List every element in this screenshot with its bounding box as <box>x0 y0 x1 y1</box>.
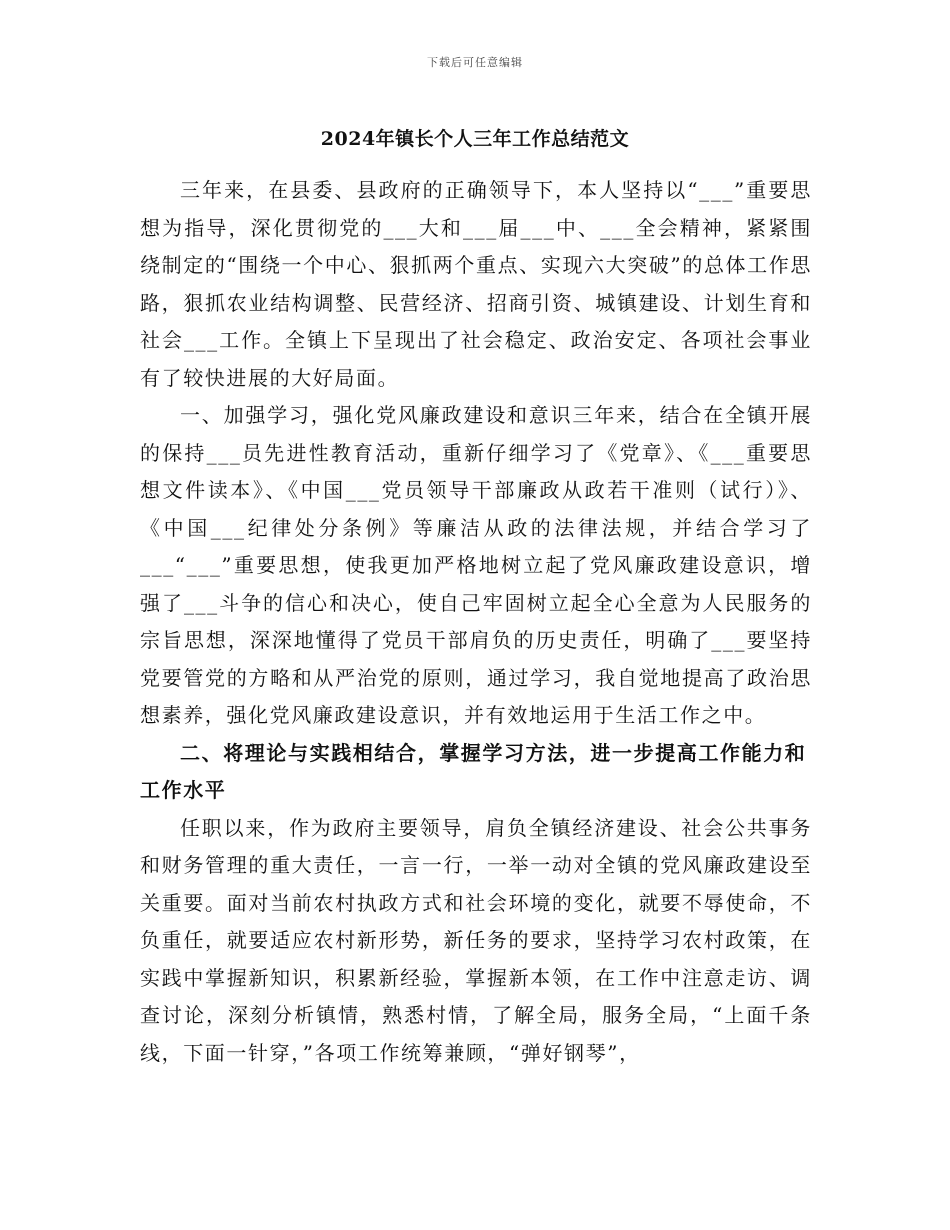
document-title: 2024年镇长个人三年工作总结范文 <box>320 128 630 150</box>
paragraph-intro: 三年来，在县委、县政府的正确领导下，本人坚持以“___”重要思想为指导，深化贯彻党的___大和___届___中、___全会精神，紧紧围绕制定的“围绕一个中心、狠抓两个重点、实现六大突破”的总体工作思路，狠抓农业结构调整、民营经济、招商引资、城镇建设、计划生育和社会___工作。全镇上下呈现出了社会稳定、政治安定、各项社会事业有了较快进展的大好局面。 <box>140 178 812 390</box>
header-note: 下载后可任意编辑 <box>427 56 523 69</box>
section-heading-two: 二、将理论与实践相结合，掌握学习方法，进一步提高工作能力和工作水平 <box>140 740 807 802</box>
paragraph-section-two: 任职以来，作为政府主要领导，肩负全镇经济建设、社会公共事务和财务管理的重大责任，一言一行，一举一动对全镇的党风廉政建设至关重要。面对当前农村执政方式和社会环境的变化，就要不辱使命，不负重任，就要适应农村新形势，新任务的要求，坚持学习农村政策，在实践中掌握新知识，积累新经验，掌握新本领，在工作中注意走访、调查讨论，深刻分析镇情，熟悉村情，了解全局，服务全局，“上面千条线，下面一针穿，”各项工作统筹兼顾，“弹好钢琴”， <box>140 815 812 1065</box>
paragraph-section-one: 一、加强学习，强化党风廉政建设和意识三年来，结合在全镇开展的保持___员先进性教育活动，重新仔细学习了《党章》、《___重要思想文件读本》、《中国___党员领导干部廉政从政若干准则（试行）》、《中国___纪律处分条例》等廉洁从政的法律法规，并结合学习了___“___”重要思想，使我更加严格地树立起了党风廉政建设意识，增强了___斗争的信心和决心，使自己牢固树立起全心全意为人民服务的宗旨思想，深深地懂得了党员干部肩负的历史责任，明确了___要坚持党要管党的方略和从严治党的原则，通过学习，我自觉地提高了政治思想素养，强化党风廉政建设意识，并有效地运用于生活工作之中。 <box>140 403 812 727</box>
document-body <box>140 172 812 1072</box>
